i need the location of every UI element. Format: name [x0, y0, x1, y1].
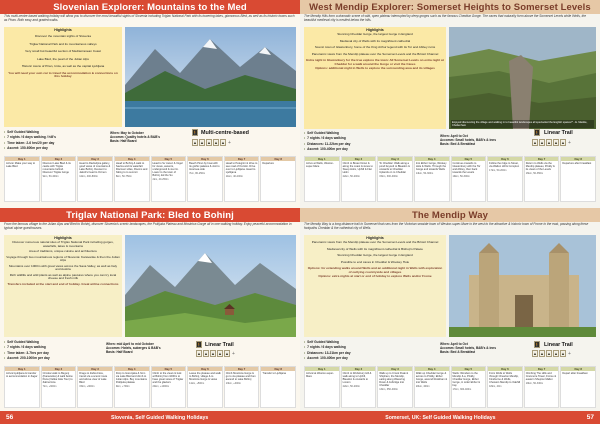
- west-mendip-section: [300, 0, 600, 204]
- day-distance: 19km, 50-300m: [452, 175, 470, 179]
- fact-item: • Ascent: 100-400m per day: [304, 356, 404, 361]
- day-text: Departure: [262, 162, 274, 165]
- day-text: Climb to Worlebury Hill & walk along to Uphill, Bleadon & onwards to Loxton: [342, 372, 372, 385]
- when-line: Accomm: Quality hotels & B&B's: [110, 135, 160, 139]
- day-distance: 11km, +500m: [189, 382, 205, 386]
- itinerary-day: [487, 366, 523, 408]
- highlights-box: [304, 27, 446, 129]
- day-distance: 7km, +600m: [42, 385, 57, 389]
- highlight-item: Stunning Cheddar Gorge, the largest Gorge in England: [337, 253, 413, 257]
- highlight-item: Mountains over 1000m with great views across the Sava Valley, as well as Italy and Austria: [8, 263, 118, 271]
- trail-type: Linear Trail: [544, 342, 573, 348]
- walker-icon: ▲: [211, 351, 215, 356]
- day-distance: 12km, 400-800m: [79, 175, 99, 179]
- grading-row: [534, 341, 540, 348]
- highlights-title: Highlights: [54, 236, 72, 240]
- walker-icon: 🚶: [196, 342, 202, 347]
- day-distance: 9km, 50-400m: [42, 175, 59, 179]
- day-text: Walk up to Crook Peak & Shipham, the Mendip, eating along Wavering Down & Axbridge into Cheddar: [379, 372, 409, 388]
- when-line: When: mid April to mid October: [106, 342, 154, 346]
- holiday-facts: [4, 340, 114, 361]
- walker-icon: ▲: [197, 351, 201, 356]
- fact-item: • 7 nights / 6 days walking: [304, 136, 404, 141]
- plus-icon: +: [568, 350, 571, 357]
- day-text: Climb to the views & look at Bohinj from 1000m to have great views of Triglav and the glaciers: [152, 372, 184, 385]
- walker-icon: ▲: [218, 351, 222, 356]
- highlight-item: Voyage through two mountainous regions of Slovenia: Karavanke & then the Julian Alps: [6, 254, 120, 262]
- itinerary-grid: [304, 156, 596, 202]
- mountain-lake-illustration: [125, 27, 296, 127]
- day-text: Climbing The Hills and Cranmore Tower, Frome & eastern Shepton Mallet: [525, 372, 557, 382]
- when-info: [440, 134, 518, 146]
- day-text: Return to Wells via the Mendip plateau, Priddy & its views of the Levels: [525, 162, 555, 172]
- when-line: When: May to October: [110, 131, 144, 135]
- highlights-note: Transfers included at the start and end of holiday. Great airline connections: [7, 281, 119, 286]
- day-text: Head to Bohinj & walk to Savica and its waterfall. Discover stiles, Rooms and hiking to to summit: [115, 162, 148, 175]
- itinerary-day: [114, 366, 150, 408]
- day-label: Day 7: [525, 367, 559, 371]
- holiday-facts: [304, 131, 404, 152]
- itinerary-day: [77, 156, 113, 202]
- when-line: Accomm: Hotels, auberges & B&B's: [106, 346, 161, 350]
- section-title: The Mendip Way: [300, 208, 600, 222]
- highlight-item: Historic towns of Piran, Izola, as well as the capital Ljubljana: [21, 64, 105, 68]
- highlight-item: Panoramic views from the Mendip plateau over the Somerset Levels and the Bristol Channel: [311, 51, 439, 56]
- day-label: Day 5: [152, 157, 186, 161]
- day-distance: 11km, 40-200m: [225, 175, 243, 179]
- itinerary-day: [377, 366, 413, 408]
- day-label: Day 4: [415, 367, 449, 371]
- day-text: Head to Sv Janez & Vogel for views, ascents, underground & via rim. Lower to the town of Bohinj. Ed the Su: [152, 162, 183, 178]
- walker-icon: ▲: [547, 140, 551, 145]
- itinerary-day: [377, 156, 413, 202]
- day-distance: 8km, 50-750m: [115, 175, 132, 179]
- highlights-note: Options: for extending walks around Wells and an additional night in Wells with exploration of outlying countryside and villages: [307, 266, 443, 274]
- itinerary-day: [114, 156, 150, 202]
- fact-item: • 7 nights / 6 days walking: [4, 345, 114, 350]
- when-info: [110, 131, 190, 143]
- triglav-section: [0, 208, 300, 411]
- difficulty-icons: [532, 350, 571, 357]
- walker-icon: ▲: [200, 140, 204, 145]
- itinerary-day: [260, 156, 296, 202]
- photo-caption: Enjoyed discovering the village and walking in to beautiful landscapes all spectacled the English spaces?' - E. Mackie, Cheltenham: [451, 120, 594, 128]
- trail-type: Multi-centre-based: [201, 130, 249, 136]
- fact-item: • Self Guided Walking: [4, 340, 114, 345]
- itinerary-day: [560, 156, 596, 202]
- cathedral-illustration: [449, 235, 596, 337]
- itinerary-day: [187, 366, 223, 408]
- day-text: Discover Lake Bled & its castle with Triglav mountains behind. Discover Triglav Gorge: [42, 162, 71, 175]
- section-intro: The Mendip Way is a long distance trail in Somerset that runs from the Victorian seaside town of Weston-super-Mare in the west to the attractive & historic town of Frome in the east, passing along these footpaths Cheddar & the cathedral city of Wells.: [304, 222, 589, 230]
- walker-icon: ▲: [554, 140, 558, 145]
- walker-icon: ▲: [533, 351, 537, 356]
- highlight-item: Triglav National Park and its mountainous valleys: [29, 41, 97, 46]
- fact-item: • Ascent: 200-1000m per day: [4, 356, 114, 361]
- itinerary-day: [524, 366, 560, 408]
- when-line: Accomm: Small hotels, B&B's & inns: [440, 346, 497, 350]
- walker-icon: 🚶: [534, 342, 540, 347]
- section-title: Slovenian Explorer: Mountains to the Med: [0, 0, 300, 14]
- mountain-lake-photo: [125, 27, 296, 127]
- highlight-item: Discover the mountain sights of Slovenia: [35, 34, 91, 38]
- day-label: Day 8: [261, 367, 295, 371]
- day-label: Day 1: [305, 157, 339, 161]
- day-distance: 18km, 40m: [489, 385, 502, 389]
- difficulty-icons: [196, 350, 235, 357]
- section-intro: This multi-centre based walking holiday will allow you to discover the most beautiful sights of Slovenia including Triglav National Park with its towering lakes, glamorous Bled, as well as its historic towns such as Piran. Both easy and graded walks.: [4, 14, 295, 22]
- highlights-note: You will need your own car to travel the accommodation & connections on this holiday: [8, 70, 118, 79]
- itinerary-day: [341, 156, 377, 202]
- plus-icon: +: [568, 139, 571, 146]
- trail-type: Linear Trail: [205, 342, 234, 348]
- walker-icon: ▲: [540, 140, 544, 145]
- day-label: Day 2: [42, 367, 76, 371]
- day-label: Day 1: [305, 367, 339, 371]
- itinerary-day: [260, 366, 296, 408]
- alpine-valley-photo: [125, 235, 296, 337]
- when-line: Basis: Half Board: [110, 139, 137, 143]
- fact-item: • Self Guided Walking: [4, 130, 114, 135]
- itinerary-day: [524, 156, 560, 202]
- day-label: Day 6: [488, 157, 522, 161]
- day-label: Day 5: [452, 367, 486, 371]
- day-text: To Cheddar: Walk along a pond beyond to Bleadon & onwards to Cheddar. Uplands on to Cheddar: [379, 162, 410, 175]
- page-number: 56: [6, 414, 14, 421]
- day-distance: 17km, 50-200m: [489, 169, 507, 173]
- itinerary-day: [451, 156, 487, 202]
- day-distance: 16km, 50-350m: [525, 172, 544, 176]
- day-label: Day 2: [42, 157, 76, 161]
- day-text: Continue onwards to Glastonbury with the Tor and Abbey, then back towards the Levels: [452, 162, 481, 175]
- day-text: From Wells to Wells through Chewton Mendip, Kinsburne & Wells, Chewton Mendip to Oakhill: [489, 372, 521, 385]
- highlights-note-2: Options: extra nights at start or end of holiday to explore Wells and/or Frome: [318, 274, 432, 279]
- day-text: Head to Radovljica gallery, good views of mountains & Lake Bohinj. Descent to Jakob's head to Ozmen: [79, 162, 111, 175]
- day-distance: 9km, +700m: [115, 385, 130, 389]
- day-distance: 15km, 300-400m: [379, 175, 399, 179]
- section-intro: From the famous village to the Julian Alps and Bled to Bohinj, discover Slovenia's scenic landscapes, the Pokljuka Plateau and Mostnica Gorge all in one walking holiday. Enjoy peaceful accommodation in typical alpine guesthouses.: [4, 222, 292, 230]
- highlight-item: Area of traditions, unique cuisine and architecture: [29, 249, 97, 253]
- when-info: [440, 342, 518, 354]
- fact-item: • Distances: 13-21km per day: [304, 351, 404, 356]
- highlight-item: Medieval city of Wells with its magnificent cathedral & Bishop's Palace: [327, 246, 423, 251]
- highlights-title: Highlights: [366, 236, 384, 240]
- day-text: Into Ebbor Gorge, Wookey Hole & Wells. Through the Gorge and towards Wells: [415, 162, 447, 172]
- itinerary-day: [4, 156, 40, 202]
- when-line: Accomm: Small hotels, B&B's & inns: [440, 138, 497, 142]
- itinerary-day: [487, 156, 523, 202]
- itinerary-day: [304, 366, 340, 408]
- when-line: Basis: Bed & Breakfast: [440, 350, 476, 354]
- fact-item: • Time taken: 2-6 hrs/20 per day: [4, 141, 114, 146]
- footer-text: Somerset, UK: Self Guided Walking Holidays: [385, 414, 496, 421]
- grading-row: [192, 129, 198, 136]
- day-label: Day 5: [152, 367, 186, 371]
- itinerary-day: [4, 366, 40, 408]
- section-intro: The Mendip Hills form a dramatic scene of wild, open plateau interrupted by deep gorges such as the famous Cheddar Gorge. The caves that naturally form above the Somerset Levels while Wells, the beautiful medieval city is nestled below the hills.: [304, 14, 587, 22]
- left-footer: [0, 411, 300, 424]
- day-distance: 15km, +900m: [79, 385, 95, 389]
- day-text: Follow the ridge to Street, via Walton Hill & Compton: [489, 162, 520, 169]
- highlight-item: Possible to end caves in Cheddar & Wookey Hole: [340, 259, 410, 264]
- day-label: Day 7: [525, 157, 559, 161]
- day-label: Day 2: [342, 157, 376, 161]
- day-text: Transfer to Ljubljana: [262, 372, 286, 375]
- highlights-box: [4, 235, 122, 337]
- itinerary-day: [187, 156, 223, 202]
- day-distance: 7km, 80-250m: [189, 172, 206, 176]
- day-distance: 13km, +400m: [225, 382, 241, 386]
- section-title: West Mendip Explorer: Somerset Heights to Somerset Levels: [300, 0, 600, 14]
- highlight-item: Discover numerous natural sites of Triglav National Park including gorges, waterfalls, lakes & mountains: [12, 240, 114, 248]
- section-title: Triglav National Park: Bled to Bohinj: [0, 208, 300, 222]
- day-text: Arrival at Weston-super-Mare: [306, 372, 334, 379]
- itinerary-day: [41, 156, 77, 202]
- day-distance: 20km, +1000m: [152, 385, 170, 389]
- plus-icon: +: [232, 350, 235, 357]
- day-text: Climb to Brean Down & along the coast & views to Steep Holm, Uphill & Flat Holm: [342, 162, 373, 175]
- day-label: Day 1: [5, 157, 39, 161]
- walker-icon: 🚶: [192, 130, 198, 135]
- highlight-item: Scenic town of Glastonbury, home of the King Arthur legend with its Tor and Abbey ruins: [314, 45, 436, 49]
- highlights-title: Highlights: [54, 28, 72, 32]
- itinerary-day: [224, 156, 260, 202]
- itinerary-day: [414, 366, 450, 408]
- day-label: Day 8: [561, 157, 595, 161]
- day-text: Climb Mostnica Gorge & go to via plateau and then ascend to Lake Bohinj: [225, 372, 256, 382]
- highlight-item: Medieval city of Wells with its magnificent cathedral: [339, 38, 411, 43]
- day-text: Arrival Ljubljana & transfer to accommodation in Zagar: [6, 372, 38, 379]
- highlights-box: [304, 235, 446, 337]
- walker-icon: ▲: [533, 140, 537, 145]
- holiday-facts: [304, 340, 404, 361]
- walker-icon: ▲: [547, 351, 551, 356]
- gorge-landscape-photo: [449, 27, 596, 129]
- itinerary-day: [224, 366, 260, 408]
- difficulty-icons: [532, 139, 571, 146]
- itinerary-day: [151, 366, 187, 408]
- day-text: Beach Piran by boat with its gothic palaces & visit to local sea side: [189, 162, 220, 172]
- walker-icon: 🚶: [534, 130, 540, 135]
- highlights-box: [4, 27, 122, 127]
- day-label: Day 4: [115, 157, 149, 161]
- highlight-item: Lake Bled, the pearl of the Julian Alps: [37, 56, 89, 61]
- day-text: Head to Pelegrini & drive to see road of Kozolci. Drive over to Ljubljana. Head to Ljubljana: [225, 162, 258, 175]
- day-distance: 19km, 50-330m: [525, 382, 544, 386]
- day-label: Day 3: [378, 157, 412, 161]
- highlights-title: Highlights: [366, 28, 384, 32]
- highlight-item: Panoramic views from the Mendip plateau over the Somerset Levels and the Bristol Channel: [311, 240, 439, 244]
- day-text: Leave the plateau and walk to Bohinj, village & to Mostnica Gorge & views: [189, 372, 221, 382]
- footer-text: Slovenia, Self Guided Walking Holidays: [110, 414, 209, 421]
- day-label: Day 2: [342, 367, 376, 371]
- plus-icon: +: [228, 139, 231, 146]
- when-line: Basis: Half Board: [106, 350, 133, 354]
- walker-icon: ▲: [540, 351, 544, 356]
- walker-icon: ▲: [204, 351, 208, 356]
- highlight-item: Rich wildlife and wild plants as well as alpine pastures where you can try local cheese and fresh milk: [9, 272, 117, 280]
- itinerary-day: [151, 156, 187, 202]
- when-line: When: April to Oct: [440, 134, 468, 138]
- when-line: Basis: Bed & Breakfast: [440, 142, 476, 146]
- day-distance: 13km, 350-400m: [379, 388, 399, 392]
- day-text: Depart after breakfast: [562, 372, 588, 375]
- itinerary-day: [560, 366, 596, 408]
- day-text: Arrive at Wells, Weston-super-Mare: [306, 162, 334, 169]
- day-distance: 17km, 300-400m: [452, 388, 472, 392]
- day-label: Day 4: [115, 367, 149, 371]
- day-distance: 2km, 40-250m: [152, 178, 169, 182]
- gorge-landscape-illustration: [449, 27, 596, 129]
- highlight-item: Stunning Cheddar Gorge, the largest Gorge in England: [337, 32, 413, 36]
- day-distance: 14km, 50-300m: [415, 172, 434, 176]
- fact-item: • Distances: 11-22km per day: [304, 142, 404, 147]
- day-text: Departure after breakfast: [562, 162, 592, 165]
- day-label: Day 8: [561, 367, 595, 371]
- itinerary-day: [41, 366, 77, 408]
- mendip-way-section: [300, 208, 600, 411]
- cathedral-photo: [449, 235, 596, 337]
- walker-icon: ▲: [561, 140, 565, 145]
- fact-item: • 7 nights / 6 days walking: [304, 345, 404, 350]
- day-text: Circular walk to Begunj (Karavanke) & walk below Peca (Velika Glav Tour) to Zabreznica: [42, 372, 73, 385]
- day-label: Day 6: [188, 367, 222, 371]
- day-label: Day 6: [188, 157, 222, 161]
- day-label: Day 6: [488, 367, 522, 371]
- highlight-item: Very small but beautiful section of Mediterranean Coast: [25, 49, 101, 53]
- day-label: Day 3: [78, 367, 112, 371]
- right-footer: [300, 411, 600, 424]
- day-label: Day 3: [378, 367, 412, 371]
- day-label: Day 5: [452, 157, 486, 161]
- grading-row: [196, 341, 202, 348]
- fact-item: • 7 nights / 6 days walking / hill's: [4, 135, 114, 140]
- itinerary-grid: [4, 366, 296, 408]
- grading-row: [534, 129, 540, 136]
- itinerary-grid: [4, 156, 296, 202]
- holiday-facts: [4, 130, 114, 151]
- walker-icon: ▲: [225, 351, 229, 356]
- day-label: Day 8: [261, 157, 295, 161]
- itinerary-day: [451, 366, 487, 408]
- trail-type: Linear Trail: [544, 130, 573, 136]
- fact-item: • Ascent: 100-400m per day: [304, 147, 404, 152]
- day-label: Day 7: [225, 367, 259, 371]
- itinerary-grid: [304, 366, 596, 408]
- fact-item: • Self Guided Walking: [304, 340, 404, 345]
- fact-item: • Time taken: 3-7hrs per day: [4, 351, 114, 356]
- when-line: When: April to Oct: [440, 342, 468, 346]
- fact-item: • Self Guided Walking: [304, 131, 404, 136]
- highlights-note-2: Options: additional night in Wells to explore the surrounding area and its villages: [315, 66, 435, 71]
- right-page: [300, 0, 600, 424]
- day-text: Dragu to Zabreznica, transit via a scenic route and above view of Lake Bled: [79, 372, 108, 385]
- alpine-valley-illustration: [125, 235, 296, 337]
- day-text: Drop to Gorenjska & from via Lake Bled and climb to Julian Alps. Buy mountains Pokljuka plateau: [115, 372, 147, 385]
- walker-icon: ▲: [214, 140, 218, 145]
- walker-icon: ▲: [561, 351, 565, 356]
- day-label: Day 1: [5, 367, 39, 371]
- slovenian-explorer-section: [0, 0, 300, 204]
- itinerary-day: [414, 156, 450, 202]
- when-info: [106, 342, 188, 354]
- fact-item: • Ascent: 150-600m per day: [4, 146, 114, 151]
- day-distance: 20km, 400m: [415, 385, 430, 389]
- day-label: Day 3: [78, 157, 112, 161]
- day-text: Arrival. Make your way to Lake Bled: [6, 162, 36, 169]
- day-distance: 22km, 50-200m: [342, 385, 360, 389]
- itinerary-day: [77, 366, 113, 408]
- itinerary-day: [304, 156, 340, 202]
- itinerary-day: [341, 366, 377, 408]
- walker-icon: ▲: [221, 140, 225, 145]
- day-label: Day 7: [225, 157, 259, 161]
- highlights-note: Extra night in Glastonbury for the true explore the town: All Somerset Levels on extra night at Cheddar for a walk around the Gorge or visit the Caves: [306, 58, 444, 66]
- day-text: Wells: Wonders to the Mendip & a, Priddy, Cheddar Gorge, Ebbor Gorge, in order Ebbor & bay: [452, 372, 481, 388]
- walker-icon: ▲: [554, 351, 558, 356]
- walker-icon: ▲: [193, 140, 197, 145]
- day-text: Walk up Cheddar Gorge & across to Priddy, Ebbor Gorge, ascend Rookham & into Wells: [415, 372, 448, 385]
- day-label: Day 4: [415, 157, 449, 161]
- day-distance: 22km, 50-200m: [342, 175, 360, 179]
- page-number: 57: [586, 414, 594, 421]
- difficulty-icons: [192, 139, 231, 146]
- walker-icon: ▲: [207, 140, 211, 145]
